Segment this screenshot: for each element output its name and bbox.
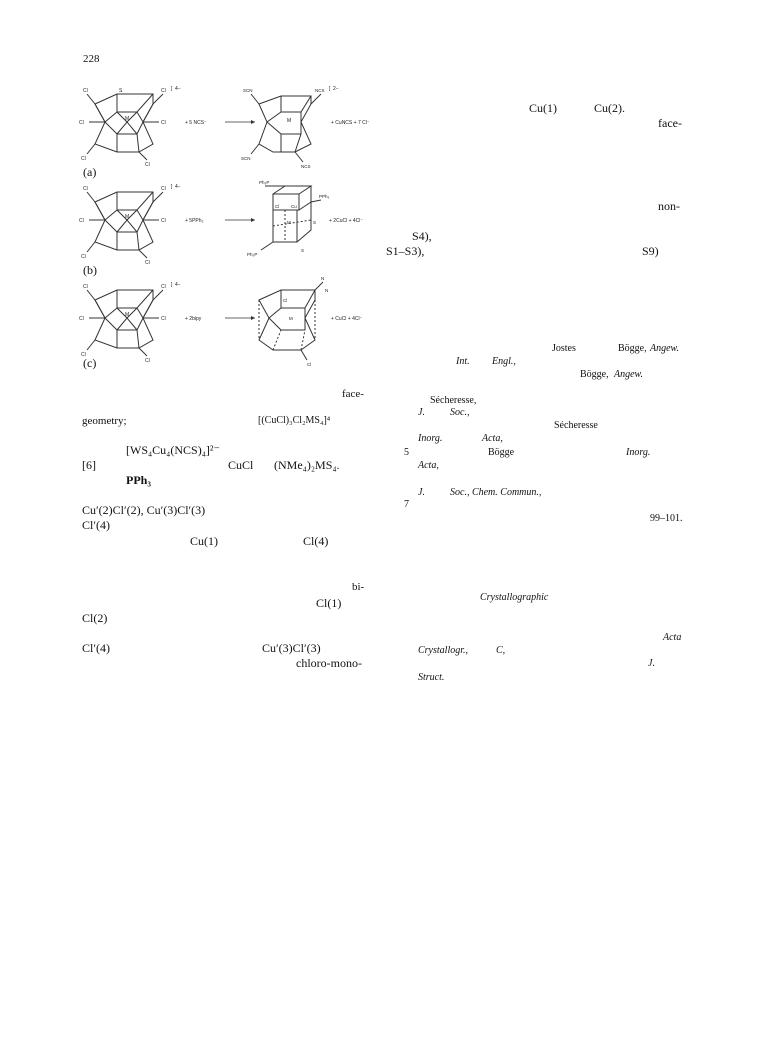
svg-text:PPh₃: PPh₃	[319, 194, 330, 199]
panel-label-b: (b)	[83, 263, 97, 277]
ref-soc2: Soc., Chem. Commun.,	[450, 487, 542, 498]
svg-text:SCN: SCN	[241, 156, 251, 161]
ref-99: 99–101.	[650, 513, 683, 524]
ref-int: Int.	[456, 356, 470, 367]
panel-label-a: (a)	[83, 165, 97, 179]
svg-text:Cl: Cl	[83, 284, 88, 290]
svg-text:SCN: SCN	[243, 88, 253, 93]
svg-text:Cu: Cu	[291, 204, 297, 209]
svg-text:NCS: NCS	[301, 164, 311, 169]
ref-j3: J.	[648, 658, 655, 669]
ref-j1: J.	[418, 407, 425, 418]
ref-engl: Engl.,	[492, 356, 516, 367]
svg-text:M: M	[289, 316, 293, 321]
left-cl4b: Cl′(4)	[82, 641, 110, 655]
left-cl2b: Cl(2)	[82, 611, 108, 625]
ref-bogge1: Bögge,	[618, 343, 647, 354]
left-formula2: [WS₄Cu₄(NCS)₄]²⁻	[126, 443, 220, 457]
left-ref6: [6]	[82, 458, 96, 472]
svg-text:S: S	[313, 220, 317, 225]
right-s4: S4),	[412, 229, 432, 243]
ref-5: 5	[404, 447, 409, 458]
left-chloro: chloro-mono-	[296, 656, 362, 670]
svg-text:]: ]	[171, 282, 173, 288]
ref-crystallographic: Crystallographic	[480, 592, 549, 603]
svg-text:Cl: Cl	[161, 284, 166, 290]
right-cu2: Cu(2).	[594, 101, 625, 115]
svg-text:N: N	[325, 288, 329, 293]
right-s9: S9)	[642, 244, 659, 258]
ref-secheresse2: Sécheresse	[554, 420, 598, 431]
svg-text:]: ]	[171, 184, 173, 190]
reagent-c: + 2bipy	[185, 316, 202, 322]
svg-text:Ph₃P: Ph₃P	[259, 180, 270, 185]
ref-crystallogr: Crystallogr.,	[418, 645, 469, 656]
svg-text:Cl: Cl	[145, 358, 150, 364]
ref-acta3: Acta	[663, 632, 682, 643]
svg-text:S: S	[119, 88, 123, 94]
svg-text:Cl: Cl	[83, 186, 88, 192]
right-s1s3: S1–S3),	[386, 244, 425, 258]
svg-text:Cl: Cl	[145, 260, 150, 266]
cluster-c-product	[259, 282, 323, 360]
svg-text:Cl: Cl	[161, 88, 166, 94]
svg-text:]: ]	[171, 86, 173, 92]
left-cucl: CuCl	[228, 458, 254, 472]
cluster-b-product	[261, 186, 321, 250]
charge-c-left: 4−	[175, 282, 181, 288]
ref-soc1: Soc.,	[450, 407, 470, 418]
cluster-b-reactant	[87, 192, 163, 258]
charge-b-left: 4−	[175, 184, 181, 190]
svg-text:Cl: Cl	[161, 186, 166, 192]
ref-j2: J.	[418, 487, 425, 498]
left-bi: bi-	[352, 581, 365, 593]
left-formula1: [(CuCl)₃Cl₂MS₄]⁴	[258, 415, 331, 426]
reagent-b: + 5PPh₃	[185, 218, 204, 224]
products-c: + CuCl + 4Cl⁻	[331, 316, 363, 322]
left-cl1: Cu′(2)Cl′(2), Cu′(3)Cl′(3)	[82, 503, 206, 517]
right-cu1: Cu(1)	[529, 101, 557, 115]
left-face: face-	[342, 388, 364, 400]
svg-text:M: M	[287, 220, 291, 225]
ref-angew2: Angew.	[614, 369, 643, 380]
ref-acta1: Acta,	[482, 433, 503, 444]
svg-text:S: S	[301, 248, 305, 253]
svg-text:Cl: Cl	[161, 316, 166, 322]
left-cu1: Cu(1)	[190, 534, 218, 548]
svg-text:Cl: Cl	[79, 120, 84, 126]
cluster-a-reactant	[87, 94, 163, 160]
ref-7: 7	[404, 499, 409, 510]
svg-text:M: M	[125, 312, 130, 318]
charge-a-left: 4−	[175, 86, 181, 92]
ref-bogge3: Bögge	[488, 447, 515, 458]
ref-angew1: Angew.	[650, 343, 679, 354]
left-cl4: Cl(4)	[303, 534, 329, 548]
svg-text:Cl: Cl	[81, 156, 86, 162]
svg-text:M: M	[125, 214, 130, 220]
right-non: non-	[658, 199, 680, 213]
left-nme: (NMe₄)₂MS₄.	[274, 458, 340, 472]
ref-struct: Struct.	[418, 672, 445, 683]
ref-inorg1: Inorg.	[418, 433, 443, 444]
cluster-a-product	[251, 94, 321, 162]
ref-acta2: Acta,	[418, 460, 439, 471]
ref-bogge2: Bögge,	[580, 369, 609, 380]
products-b: + 2CuCl + 4Cl⁻	[329, 218, 364, 224]
cluster-c-reactant	[87, 290, 163, 356]
left-cu3: Cu′(3)Cl′(3)	[262, 641, 321, 655]
ref-jostes: Jostes	[552, 343, 576, 354]
charge-a-right: 2−	[333, 86, 339, 92]
svg-text:Cl: Cl	[307, 362, 312, 367]
reaction-scheme-figure	[75, 82, 455, 372]
svg-text:NCS: NCS	[315, 88, 325, 93]
svg-text:M: M	[125, 116, 130, 122]
reagent-a: + 5 NCS⁻	[185, 120, 207, 126]
svg-text:Cl: Cl	[161, 218, 166, 224]
left-cl2: Cl′(4)	[82, 518, 110, 532]
left-pph3: PPh₃	[126, 473, 151, 487]
svg-text:M: M	[287, 118, 292, 124]
svg-text:Cl: Cl	[83, 88, 88, 94]
svg-text:Cl: Cl	[275, 204, 280, 209]
products-a: + CuNCS + 7 Cl⁻	[331, 120, 370, 126]
svg-text:Cl: Cl	[79, 218, 84, 224]
svg-text:Cl: Cl	[81, 352, 86, 358]
svg-text:]: ]	[329, 86, 331, 92]
svg-text:Cl: Cl	[79, 316, 84, 322]
svg-text:Ph₃P: Ph₃P	[247, 252, 258, 257]
ref-c: C,	[496, 645, 506, 656]
panel-label-c: (c)	[83, 356, 97, 370]
right-face: face-	[658, 116, 682, 130]
svg-text:Cl: Cl	[161, 120, 166, 126]
svg-text:Cl: Cl	[81, 254, 86, 260]
svg-text:N: N	[321, 276, 325, 281]
svg-text:Cl: Cl	[145, 162, 150, 168]
page-number: 228	[83, 53, 100, 65]
svg-text:Cl: Cl	[283, 298, 288, 303]
left-cl1b: Cl(1)	[316, 596, 342, 610]
ref-inorg2: Inorg.	[626, 447, 651, 458]
left-geometry: geometry;	[82, 415, 127, 427]
ref-secheresse1: Sécheresse,	[430, 395, 477, 406]
